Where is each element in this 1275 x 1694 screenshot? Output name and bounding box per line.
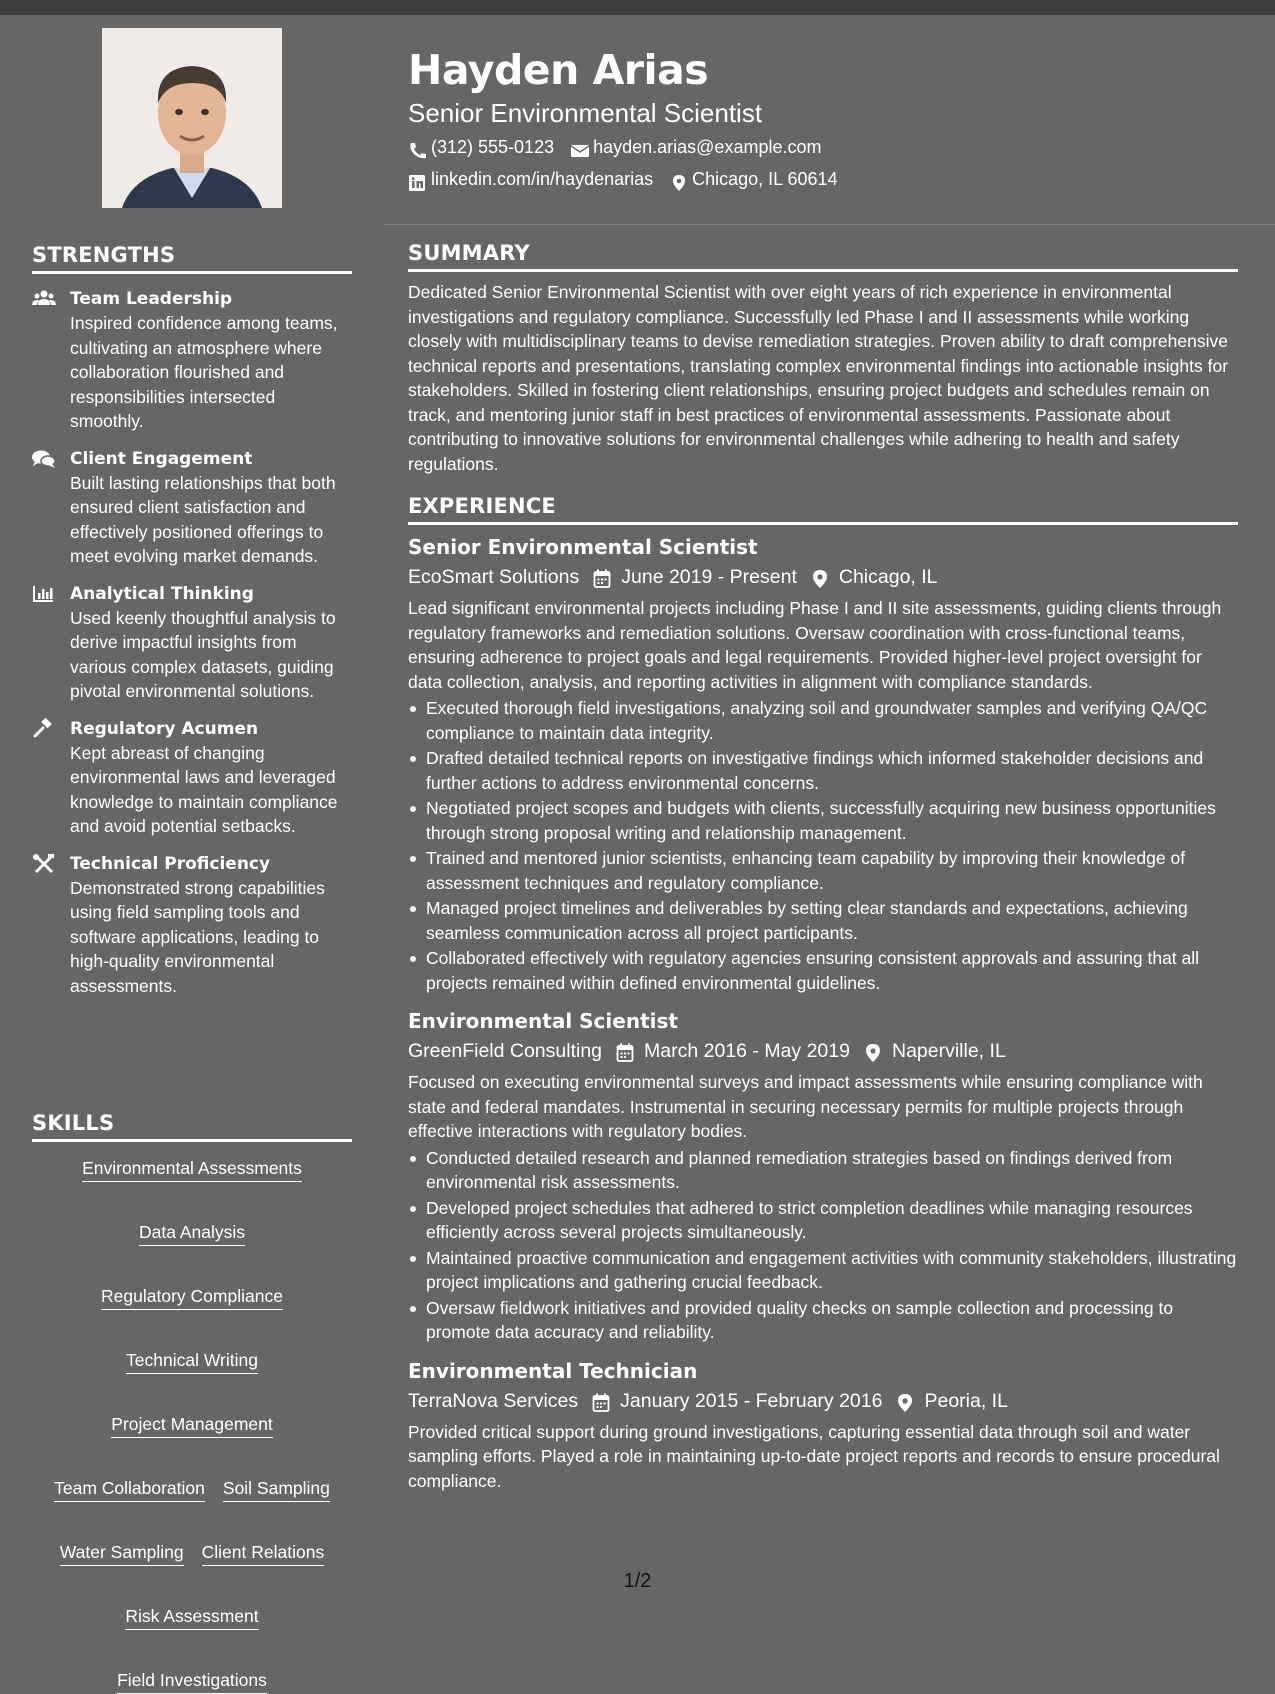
skill-tag: Field Investigations <box>117 1668 267 1694</box>
job-bullets <box>408 1146 1238 1345</box>
job-location: Peoria, IL <box>924 1389 1008 1412</box>
job-bullet: Conducted detailed research and planned remediation strategies based on findings derived from environmental risk assessments. <box>408 1146 1238 1195</box>
linkedin-contact[interactable] <box>408 163 653 195</box>
strengths-heading: STRENGTHS <box>32 243 352 274</box>
strength-desc: Kept abreast of changing environmental laws and leveraged knowledge to maintain compliance and avoid potential setbacks. <box>70 742 338 836</box>
job-bullet: Executed thorough field investigations, analyzing soil and groundwater samples and verifying QA/QC compliance to maintain data integrity. <box>408 696 1238 745</box>
skill-tag: Project Management <box>111 1412 272 1438</box>
skill-tag: Team Collaboration <box>54 1476 205 1502</box>
top-bar <box>0 0 1275 15</box>
job-dates: March 2016 - May 2019 <box>644 1040 850 1062</box>
job-entry <box>408 1007 1238 1345</box>
tools-icon <box>32 854 56 874</box>
strength-desc: Used keenly thoughtful analysis to derive impactful insights from various complex datasets, guiding pivotal environmental solutions. <box>70 607 336 701</box>
skill-tag: Water Sampling <box>60 1540 184 1566</box>
skill-tag: Risk Assessment <box>125 1604 258 1630</box>
calendar-icon <box>592 1391 610 1411</box>
job-title: Senior Environmental Scientist <box>408 535 758 559</box>
job-meta <box>408 1035 1238 1067</box>
job-description: Provided critical support during ground investigations, capturing essential data through soil and water sampling efforts. Played a role in maintaining up-to-date project reports and records to ensure procedural compliance. <box>408 1421 1220 1491</box>
job-bullet: Negotiated project scopes and budgets with clients, successfully acquiring new business opportunities through strong proposal writing and relationship management. <box>408 796 1238 845</box>
job-title: Environmental Technician <box>408 1358 698 1383</box>
location-text: Chicago, IL 60614 <box>692 169 838 189</box>
skills-section <box>32 1111 352 1694</box>
strength-title: Team Leadership <box>70 289 233 309</box>
job-dates: June 2019 - Present <box>621 566 797 588</box>
job-location: Chicago, IL <box>838 566 938 588</box>
strength-item <box>32 717 352 839</box>
job-company: EcoSmart Solutions <box>408 566 580 588</box>
linkedin-icon <box>408 170 428 188</box>
summary-text: Dedicated Senior Environmental Scientist with over eight years of rich experience in environmental investigations and regulatory compliance. Successfully led Phase I and II assessments while working closely with multidisciplinary teams to devise remediation strategies. Proven ability to draft comprehensive technical reports and presentations, translating complex environmental findings into actionable insights for stakeholders. Skilled in fostering client relationships, ensuring project budgets and schedules remain on track, and mentoring junior staff in best practices of environmental assessments. Passionate about contributing to innovative solutions for environmental challenges while adhering to health and safety regulations. <box>408 282 1229 474</box>
skill-tag: Technical Writing <box>126 1348 258 1374</box>
strengths-section <box>32 243 352 998</box>
job-bullet: Managed project timelines and deliverables by setting clear standards and expectations, achieving seamless communication across all project participants. <box>408 896 1238 945</box>
phone-contact[interactable] <box>408 131 554 163</box>
job-title: Environmental Scientist <box>408 1009 678 1033</box>
summary-heading: SUMMARY <box>408 241 1238 272</box>
job-company: GreenField Consulting <box>408 1040 603 1062</box>
chart-icon <box>32 584 56 604</box>
profile-name: Hayden Arias <box>408 46 709 94</box>
skills-heading: SKILLS <box>32 1111 352 1142</box>
skill-tag: Client Relations <box>202 1540 325 1566</box>
strength-item <box>32 582 352 704</box>
envelope-icon <box>570 138 590 156</box>
job-location: Naperville, IL <box>891 1040 1006 1062</box>
job-description: Lead significant environmental projects including Phase I and II site assessments, guiding clients through regulatory frameworks and remediation solutions. Oversaw coordination with cross-functional teams, ensuring adherence to project goals and legal requirements. Provided higher-level project oversight for data collection, analysis, and reporting activities in alignment with compliance standards. <box>408 598 1222 692</box>
profile-title: Senior Environmental Scientist <box>408 98 763 128</box>
strength-title: Regulatory Acumen <box>70 718 259 739</box>
contact-row <box>408 131 1238 163</box>
job-bullet: Collaborated effectively with regulatory agencies ensuring consistent approvals and assuring that all projects remained within defined environmental guidelines. <box>408 946 1238 995</box>
map-pin-icon <box>811 567 829 587</box>
users-icon <box>32 289 56 309</box>
skill-tag: Regulatory Compliance <box>101 1284 283 1310</box>
strength-item <box>32 852 352 999</box>
strength-desc: Built lasting relationships that both ensured client satisfaction and effectively positioned offerings to meet evolving market demands. <box>70 472 336 566</box>
main-column <box>408 241 1238 1493</box>
job-dates: January 2015 - February 2016 <box>620 1389 883 1412</box>
email-contact[interactable] <box>570 131 821 163</box>
strength-title: Technical Proficiency <box>70 853 271 874</box>
email-text: hayden.arias@example.com <box>593 137 822 157</box>
avatar <box>102 28 282 208</box>
skill-tag: Data Analysis <box>139 1220 245 1246</box>
strength-desc: Demonstrated strong capabilities using field sampling tools and software applications, leading to high-quality environmental assessments. <box>70 877 325 996</box>
job-meta <box>408 1385 1238 1417</box>
strength-item <box>32 287 352 434</box>
job-meta <box>408 561 1238 593</box>
strength-item <box>32 447 352 569</box>
job-bullet: Maintained proactive communication and engagement activities with community stakeholders, illustrating project implications and gathering crucial feedback. <box>408 1246 1238 1295</box>
phone-text: (312) 555-0123 <box>431 137 555 157</box>
map-pin-icon <box>896 1391 914 1411</box>
map-pin-icon <box>864 1041 882 1061</box>
header-divider <box>383 224 1275 225</box>
contact-row <box>408 163 1238 195</box>
page-indicator: 1/2 <box>623 1570 652 1592</box>
job-bullet: Oversaw fieldwork initiatives and provided quality checks on sample collection and processing to promote data accuracy and reliability. <box>408 1296 1238 1345</box>
profile-header <box>408 15 1238 195</box>
comments-icon <box>32 449 56 469</box>
job-description: Focused on executing environmental surveys and impact assessments while ensuring compliance with state and federal mandates. Instrumental in securing necessary permits for multiple projects through effective interactions with regulatory bodies. <box>408 1072 1203 1141</box>
skills-list <box>32 1156 352 1694</box>
strength-title: Client Engagement <box>70 448 253 469</box>
strength-desc: Inspired confidence among teams, cultivating an atmosphere where collaboration flourished and responsibilities intersected smoothly. <box>70 313 338 431</box>
experience-heading: EXPERIENCE <box>408 494 1238 525</box>
calendar-icon <box>616 1041 634 1061</box>
skill-tag: Soil Sampling <box>223 1476 330 1502</box>
location-contact <box>669 163 837 195</box>
job-entry <box>408 533 1238 995</box>
job-company: TerraNova Services <box>408 1389 579 1412</box>
job-bullet: Trained and mentored junior scientists, enhancing team capability by improving their knowledge of assessment techniques and regulatory compliance. <box>408 846 1238 895</box>
job-bullets <box>408 696 1238 995</box>
job-bullet: Drafted detailed technical reports on investigative findings which informed stakeholder decisions and further actions to address environmental concerns. <box>408 746 1238 795</box>
job-entry <box>408 1357 1238 1494</box>
map-pin-icon <box>669 170 689 188</box>
strength-title: Analytical Thinking <box>70 583 254 604</box>
phone-icon <box>408 138 428 156</box>
skill-tag: Environmental Assessments <box>82 1156 302 1182</box>
calendar-icon <box>593 567 611 587</box>
job-bullet: Developed project schedules that adhered to strict completion deadlines while managing resources efficiently across several projects simultaneously. <box>408 1196 1238 1245</box>
linkedin-text: linkedin.com/in/haydenarias <box>431 169 654 189</box>
gavel-icon <box>32 719 56 739</box>
